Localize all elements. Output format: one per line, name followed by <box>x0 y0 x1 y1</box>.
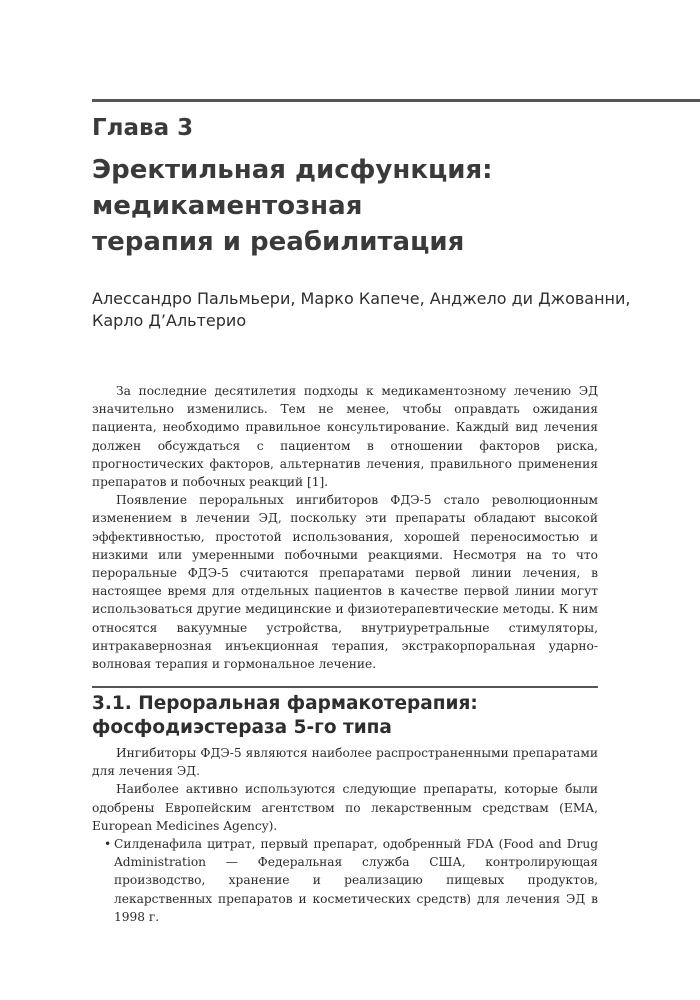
section-paragraph: Ингибиторы ФДЭ-5 являются наиболее распространенными препаратами для лечения ЭД. <box>92 746 598 779</box>
authors-line: Карло Д’Альтерио <box>92 311 247 330</box>
intro-paragraph: Появление пероральных ингибиторов ФДЭ-5 стало революционным изменением в лечении ЭД, поскольку эти препараты обладают высокой эффективностью, простотой использования, хорошей переносимостью и низкими или умеренными побочными реакциями. Несмотря на то что пероральные ФДЭ-5 считаются препаратами первой линии лечения, в настоящее время для отдельных пациентов в качестве первой линии могут использоваться другие медицинские и физиотерапевтические методы. К ним относятся вакуумные устройства, внутриуретральные стимуляторы, интракавернозная инъекционная терапия, экстракорпоральная ударно-волновая терапия и гормональное лечение. <box>92 493 598 672</box>
section-title-line: фосфодиэстераза 5-го типа <box>92 717 392 738</box>
chapter-label: Глава 3 <box>92 115 194 141</box>
bullet-mark: • <box>104 837 112 852</box>
chapter-title <box>92 152 652 260</box>
authors <box>92 288 652 332</box>
section-title-line: 3.1. Пероральная фармакотерапия: <box>92 693 478 714</box>
intro-paragraph: За последние десятилетия подходы к медикаментозному лечению ЭД значительно изменились. Тем не менее, чтобы оправдать ожидания пациента, необходимо правильное консультирование. Каждый вид лечения должен обсуждаться с пациентом в отношении факторов риска, прогностических факторов, альтернатив лечения, правильного применения препаратов и побочных реакций [1]. <box>92 384 598 490</box>
section-paragraph: Наиболее активно используются следующие препараты, которые были одобрены Европейским агентством по лекарственным средствам (EMA, European Medicines Agency). <box>92 782 598 833</box>
section-body <box>92 744 598 926</box>
chapter-title-line: терапия и реабилитация <box>92 227 465 257</box>
list-item <box>92 835 598 926</box>
chapter-title-line: медикаментозная <box>92 191 363 221</box>
intro-text <box>92 382 598 673</box>
drug-list <box>92 835 598 926</box>
section-rule <box>92 686 598 688</box>
chapter-top-rule <box>92 99 700 102</box>
section-title <box>92 692 598 740</box>
chapter-title-line: Эректильная дисфункция: <box>92 155 493 185</box>
list-item-text: Силденафила цитрат, первый препарат, одобренный FDA (Food and Drug Administration — Федеральная служба США, контролирующая производство, хранение и реализацию пищевых продуктов, лекарственных препаратов и косметических средств) для лечения ЭД в 1998 г. <box>114 837 598 924</box>
authors-line: Алессандро Пальмьери, Марко Капече, Анджело ди Джованни, <box>92 289 631 308</box>
